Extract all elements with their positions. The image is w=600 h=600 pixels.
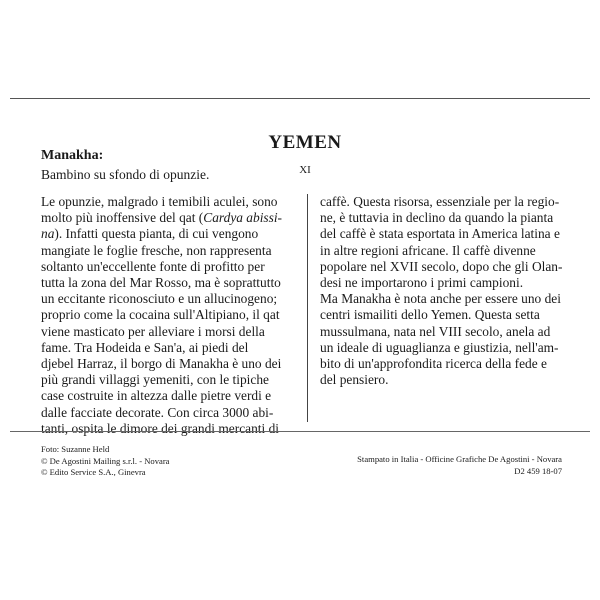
left-text-b: ). Infatti questa pianta, di cui vengono mangiate le foglie fresche, non rappresenta soltanto un'eccellente fonte di profitto per tutta la zona del Mar Rosso, ma è soprattutto un eccitante riconosciuto e un allucinogeno; proprio come la cocaina sull'Altipiano, il qat viene masticato per alleviare i morsi della fame. Tra Hodeida e San'a, ai piedi del djebel Harraz, il borgo di Manakha è uno dei più grandi villaggi yemeniti, con le tipiche case costruite in altezza dalle pietre verdi e dalle facciate decorate. Con circa 3000 abi- tanti, ospita le dimore dei grandi mercanti di xyxy=(41,226,282,436)
left-text-a: Le opunzie, malgrado i temibili aculei, sono molto più inoffensive del qat ( xyxy=(41,194,278,226)
left-paragraph xyxy=(41,194,299,437)
country-title: YEMEN xyxy=(268,132,342,153)
photo-caption: Bambino su sfondo di opunzie. xyxy=(41,167,210,182)
printer-line: Stampato in Italia - Officine Grafiche De Agostini - Novara xyxy=(357,454,562,464)
right-column xyxy=(320,194,578,388)
column-divider xyxy=(307,194,308,422)
printer-info xyxy=(357,454,562,477)
bottom-rule xyxy=(10,431,590,432)
left-text-italic: Cardya abissi- na xyxy=(41,210,283,242)
place-heading: Manakha: xyxy=(41,148,104,163)
top-rule xyxy=(10,98,590,99)
photo-credits xyxy=(41,444,170,479)
credit-photo: Foto: Suzanne Held xyxy=(41,444,110,454)
card-code: D2 459 18-07 xyxy=(514,465,562,476)
credit-copyright-1: © De Agostini Mailing s.r.l. - Novara xyxy=(41,455,170,466)
right-paragraph: caffè. Questa risorsa, essenziale per la regio- ne, è tuttavia in declino da quando la pianta del caffè è stata esportata in America latina e in altre regioni africane. Il caffè divenne popolare nel XVII secolo, dopo che gli Olan- desi ne importarono i primi campioni. Ma Manakha è nota anche per essere uno dei centri ismailiti dello Yemen. Questa setta mussulmana, nata nel VIII secolo, anela ad un ideale di uguaglianza e giustizia, nell'am- bito di un'approfondita ricerca della fede e del pensiero. xyxy=(320,194,563,388)
card-numeral: XI xyxy=(299,164,311,176)
credit-copyright-2: © Edito Service S.A., Ginevra xyxy=(41,467,146,477)
left-column xyxy=(41,194,299,437)
